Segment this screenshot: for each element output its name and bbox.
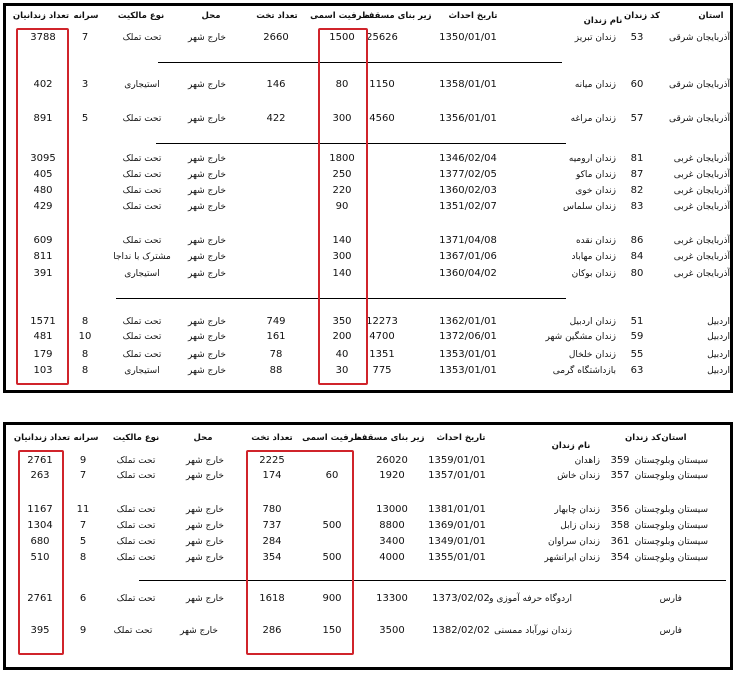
cell-ownership: تحت تملک — [122, 236, 162, 246]
cell-ostan: آذربایجان غربی — [673, 186, 730, 196]
cell-beds: 161 — [266, 331, 286, 342]
cell-capacity: 60 — [325, 470, 339, 481]
cell-inmates: 429 — [33, 201, 53, 212]
cell-ostan: سیستان وبلوچستان — [634, 537, 708, 547]
header-beds: تعداد تخت — [256, 11, 298, 21]
cell-area: 4700 — [369, 331, 395, 342]
cell-capacity: 250 — [332, 169, 352, 180]
cell-area: 25626 — [366, 32, 398, 43]
header-per-capita: سرانه — [73, 11, 99, 21]
cell-area: 13300 — [376, 593, 408, 604]
cell-ownership: استیجاری — [124, 269, 160, 279]
cell-location: خارج شهر — [188, 269, 226, 279]
header-name: نام زندان — [551, 441, 591, 451]
cell-location: خارج شهر — [188, 332, 226, 342]
cell-location: خارج شهر — [188, 186, 226, 196]
capacity-highlight — [318, 28, 368, 385]
cell-ownership: تحت تملک — [122, 350, 162, 360]
cell-inmates: 391 — [33, 268, 53, 279]
cell-code: 358 — [610, 520, 630, 531]
cell-location: خارج شهر — [186, 594, 224, 604]
cell-inmates: 1304 — [27, 520, 53, 531]
cell-per-capita: 8 — [81, 316, 89, 327]
cell-capacity: 200 — [332, 331, 352, 342]
cell-beds: 174 — [262, 470, 282, 481]
cell-capacity: 1800 — [329, 153, 355, 164]
cell-inmates: 405 — [33, 169, 53, 180]
cell-inmates: 609 — [33, 235, 53, 246]
cell-ostan: اردبیل — [707, 332, 730, 342]
cell-area: 3400 — [379, 536, 405, 547]
cell-ostan: آذربایجان غربی — [673, 269, 730, 279]
cell-inmates: 510 — [30, 552, 50, 563]
cell-name: زندان ارومیه — [568, 154, 616, 164]
header-name: نام زندان — [583, 16, 623, 26]
cell-per-capita: 10 — [78, 331, 92, 342]
cell-ownership: تحت تملک — [116, 471, 156, 481]
cell-per-capita: 9 — [79, 455, 87, 466]
cell-code: 60 — [630, 79, 644, 90]
cell-beds: 737 — [262, 520, 282, 531]
cell-name: زندان خلخال — [568, 350, 616, 360]
cell-date: 1359/01/01 — [428, 455, 486, 466]
header-ownership: نوع مالکیت — [112, 433, 160, 443]
cell-location: خارج شهر — [188, 202, 226, 212]
cell-date: 1360/04/02 — [439, 268, 497, 279]
cell-ostan: آذربایجان شرقی — [669, 33, 730, 43]
header-area: زیر بنای مسقف — [364, 11, 432, 21]
header-location: محل — [201, 11, 221, 21]
header-ostan: استان — [661, 433, 687, 443]
cell-inmates: 395 — [30, 625, 50, 636]
cell-location: خارج شهر — [188, 350, 226, 360]
cell-ownership: استیجاری — [124, 80, 160, 90]
cell-name: زندان ماکو — [575, 170, 616, 180]
cell-location: خارج شهر — [188, 236, 226, 246]
cell-date: 1353/01/01 — [439, 349, 497, 360]
cell-code: 356 — [610, 504, 630, 515]
inmates-highlight — [16, 28, 69, 385]
cell-date: 1362/01/01 — [439, 316, 497, 327]
cell-location: خارج شهر — [188, 317, 226, 327]
cell-per-capita: 7 — [79, 520, 87, 531]
cell-ownership: تحت تملک — [122, 186, 162, 196]
cell-area: 775 — [372, 365, 392, 376]
cell-location: خارج شهر — [188, 154, 226, 164]
cell-inmates: 680 — [30, 536, 50, 547]
cell-inmates: 402 — [33, 79, 53, 90]
cell-location: خارج شهر — [188, 114, 226, 124]
cell-ostan: اردبیل — [707, 366, 730, 376]
cell-capacity: 140 — [332, 235, 352, 246]
cell-inmates: 1571 — [30, 316, 56, 327]
cell-capacity: 350 — [332, 316, 352, 327]
cell-area: 26020 — [376, 455, 408, 466]
cell-name: زندان تبریز — [574, 33, 616, 43]
cell-name: زندان خاش — [557, 471, 600, 481]
cell-ostan: سیستان وبلوچستان — [634, 505, 708, 515]
cell-capacity: 220 — [332, 185, 352, 196]
cell-area: 3500 — [379, 625, 405, 636]
cell-capacity: 500 — [322, 552, 342, 563]
cell-code: 87 — [630, 169, 644, 180]
cell-beds: 354 — [262, 552, 282, 563]
cell-code: 84 — [630, 251, 644, 262]
cell-location: خارج شهر — [188, 33, 226, 43]
cell-code: 354 — [610, 552, 630, 563]
cell-inmates: 103 — [33, 365, 53, 376]
cell-date: 1353/01/01 — [439, 365, 497, 376]
cell-ownership: تحت تملک — [122, 317, 162, 327]
cell-inmates: 3788 — [30, 32, 56, 43]
cell-date: 1351/02/07 — [439, 201, 497, 212]
cell-per-capita: 5 — [79, 536, 87, 547]
cell-name: زندان مراغه — [570, 114, 616, 124]
cell-location: خارج شهر — [188, 252, 226, 262]
cell-ostan: آذربایجان غربی — [673, 154, 730, 164]
cell-name: بازداشتگاه گرمی — [552, 366, 616, 376]
cell-ownership: تحت تملک — [116, 553, 156, 563]
cell-location: خارج شهر — [186, 505, 224, 515]
cell-date: 1373/02/02 — [432, 593, 490, 604]
cell-capacity: 150 — [322, 625, 342, 636]
cell-ownership: تحت تملک — [116, 537, 156, 547]
cell-area: 1150 — [369, 79, 395, 90]
cell-name: زندان بوکان — [571, 269, 616, 279]
cell-ownership: تحت تملک — [116, 505, 156, 515]
cell-capacity: 80 — [335, 79, 349, 90]
cell-area: 12273 — [366, 316, 398, 327]
cell-per-capita: 9 — [79, 625, 87, 636]
cell-per-capita: 7 — [79, 470, 87, 481]
cell-ostan: آذربایجان غربی — [673, 202, 730, 212]
cell-ownership: تحت تملک — [122, 33, 162, 43]
cell-date: 1350/01/01 — [439, 32, 497, 43]
cell-per-capita: 11 — [76, 504, 90, 515]
cell-capacity: 90 — [335, 201, 349, 212]
cell-code: 53 — [630, 32, 644, 43]
cell-name: زندان نقده — [575, 236, 616, 246]
cell-date: 1360/02/03 — [439, 185, 497, 196]
cell-date: 1382/02/02 — [432, 625, 490, 636]
cell-code: 359 — [610, 455, 630, 466]
cell-date: 1372/06/01 — [439, 331, 497, 342]
cell-name: زندان زابل — [560, 521, 600, 531]
cell-location: خارج شهر — [188, 80, 226, 90]
cell-beds: 146 — [266, 79, 286, 90]
cell-code: 83 — [630, 201, 644, 212]
cell-ownership: تحت تملک — [113, 626, 153, 636]
cell-code: 55 — [630, 349, 644, 360]
cell-inmates: 2761 — [27, 593, 53, 604]
header-beds: تعداد تخت — [251, 433, 293, 443]
cell-inmates: 891 — [33, 113, 53, 124]
cell-ostan: آذربایجان غربی — [673, 170, 730, 180]
cell-name: زندان میانه — [574, 80, 616, 90]
header-per-capita: سرانه — [73, 433, 99, 443]
cell-inmates: 480 — [33, 185, 53, 196]
header-ownership: نوع مالکیت — [117, 11, 165, 21]
cell-per-capita: 6 — [79, 593, 87, 604]
header-inmates: تعداد زندانیان — [12, 11, 70, 21]
cell-date: 1369/01/01 — [428, 520, 486, 531]
cell-name: زندان اردبیل — [569, 317, 616, 327]
cell-beds: 78 — [269, 349, 283, 360]
cell-inmates: 179 — [33, 349, 53, 360]
header-capacity: ظرفیت اسمی — [310, 11, 370, 21]
cell-name: زاهدان — [574, 456, 600, 466]
cell-beds: 88 — [269, 365, 283, 376]
cell-ownership: تحت تملک — [116, 456, 156, 466]
cell-location: خارج شهر — [186, 521, 224, 531]
cell-ostan: سیستان وبلوچستان — [634, 456, 708, 466]
cell-beds: 2225 — [259, 455, 285, 466]
cell-code: 59 — [630, 331, 644, 342]
cell-ownership: تحت تملک — [122, 332, 162, 342]
cell-date: 1367/01/06 — [439, 251, 497, 262]
cell-code: 80 — [630, 268, 644, 279]
cell-ostan: سیستان وبلوچستان — [634, 471, 708, 481]
cell-date: 1346/02/04 — [439, 153, 497, 164]
cell-area: 1920 — [379, 470, 405, 481]
cell-name: زندان سلماس — [563, 202, 616, 212]
cell-capacity: 900 — [322, 593, 342, 604]
cell-ownership: تحت تملک — [122, 114, 162, 124]
section-divider — [139, 580, 726, 581]
cell-capacity: 300 — [332, 251, 352, 262]
cell-date: 1381/01/01 — [428, 504, 486, 515]
header-inmates: تعداد زندانیان — [13, 433, 71, 443]
cell-capacity: 500 — [322, 520, 342, 531]
cell-location: خارج شهر — [180, 626, 218, 636]
cell-code: 357 — [610, 470, 630, 481]
cell-area: 8800 — [379, 520, 405, 531]
cell-inmates: 2761 — [27, 455, 53, 466]
cell-code: 86 — [630, 235, 644, 246]
cell-name: زندان سراوان — [547, 537, 600, 547]
cell-beds: 286 — [262, 625, 282, 636]
header-area: زیر بنای مسقف — [357, 433, 425, 443]
cell-code: 51 — [630, 316, 644, 327]
cell-inmates: 1167 — [27, 504, 53, 515]
cell-ostan: آذربایجان شرقی — [669, 80, 730, 90]
cell-inmates: 263 — [30, 470, 50, 481]
cell-location: خارج شهر — [186, 456, 224, 466]
cell-inmates: 3095 — [30, 153, 56, 164]
cell-per-capita: 8 — [81, 349, 89, 360]
cell-name: زندان چابهار — [554, 505, 600, 515]
cell-date: 1349/01/01 — [428, 536, 486, 547]
cell-ostan: اردبیل — [707, 350, 730, 360]
cell-ostan: فارس — [659, 594, 682, 604]
cell-per-capita: 7 — [81, 32, 89, 43]
cell-ownership: تحت تملک — [116, 594, 156, 604]
cell-inmates: 481 — [33, 331, 53, 342]
header-capacity: ظرفیت اسمی — [302, 433, 362, 443]
cell-inmates: 811 — [33, 251, 53, 262]
table-panel-bottom — [3, 422, 733, 670]
cell-date: 1358/01/01 — [439, 79, 497, 90]
cell-code: 82 — [630, 185, 644, 196]
cell-beds: 284 — [262, 536, 282, 547]
cell-ostan: سیستان وبلوچستان — [634, 553, 708, 563]
cell-ownership: استیجاری — [124, 366, 160, 376]
cell-date: 1371/04/08 — [439, 235, 497, 246]
cell-date: 1357/01/01 — [428, 470, 486, 481]
cell-beds: 422 — [266, 113, 286, 124]
cell-ostan: فارس — [659, 626, 682, 636]
cell-ownership: تحت تملک — [122, 154, 162, 164]
cell-code: 81 — [630, 153, 644, 164]
header-ostan: استان — [698, 11, 724, 21]
cell-beds: 1618 — [259, 593, 285, 604]
cell-capacity: 300 — [332, 113, 352, 124]
cell-ownership: مشترک با نداجا — [113, 252, 171, 262]
cell-ostan: آذربایجان شرقی — [669, 114, 730, 124]
cell-per-capita: 3 — [81, 79, 89, 90]
cell-name: اردوگاه حرفه آموزی و — [489, 594, 572, 604]
cell-name: زندان نورآباد ممسنی — [494, 626, 572, 636]
capacity-highlight — [246, 450, 354, 655]
cell-per-capita: 8 — [81, 365, 89, 376]
cell-beds: 780 — [262, 504, 282, 515]
cell-location: خارج شهر — [186, 553, 224, 563]
header-date: تاریخ احداث — [448, 11, 498, 21]
cell-per-capita: 5 — [81, 113, 89, 124]
cell-ownership: تحت تملک — [122, 170, 162, 180]
cell-code: 63 — [630, 365, 644, 376]
cell-area: 13000 — [376, 504, 408, 515]
cell-capacity: 140 — [332, 268, 352, 279]
header-location: محل — [193, 433, 213, 443]
cell-area: 4560 — [369, 113, 395, 124]
cell-location: خارج شهر — [188, 366, 226, 376]
cell-code: 361 — [610, 536, 630, 547]
cell-name: زندان ایرانشهر — [544, 553, 600, 563]
cell-ownership: تحت تملک — [116, 521, 156, 531]
cell-per-capita: 8 — [79, 552, 87, 563]
header-date: تاریخ احداث — [436, 433, 486, 443]
cell-date: 1356/01/01 — [439, 113, 497, 124]
cell-beds: 2660 — [263, 32, 289, 43]
cell-name: زندان مهاباد — [571, 252, 616, 262]
cell-location: خارج شهر — [186, 471, 224, 481]
inmates-highlight — [18, 450, 64, 655]
cell-capacity: 1500 — [329, 32, 355, 43]
cell-capacity: 30 — [335, 365, 349, 376]
cell-date: 1377/02/05 — [439, 169, 497, 180]
cell-ostan: اردبیل — [707, 317, 730, 327]
cell-date: 1355/01/01 — [428, 552, 486, 563]
cell-ostan: آذربایجان غربی — [673, 236, 730, 246]
cell-capacity: 40 — [335, 349, 349, 360]
table-panel-top — [3, 3, 733, 393]
cell-ownership: تحت تملک — [122, 202, 162, 212]
cell-area: 4000 — [379, 552, 405, 563]
cell-ostan: سیستان وبلوچستان — [634, 521, 708, 531]
cell-location: خارج شهر — [188, 170, 226, 180]
cell-area: 1351 — [369, 349, 395, 360]
cell-name: زندان خوی — [575, 186, 616, 196]
header-code: کد زندان — [625, 433, 661, 443]
cell-ostan: آذربایجان غربی — [673, 252, 730, 262]
cell-name: زندان مشگین شهر — [545, 332, 616, 342]
cell-beds: 749 — [266, 316, 286, 327]
header-code: کد زندان — [624, 11, 660, 21]
cell-location: خارج شهر — [186, 537, 224, 547]
cell-code: 57 — [630, 113, 644, 124]
